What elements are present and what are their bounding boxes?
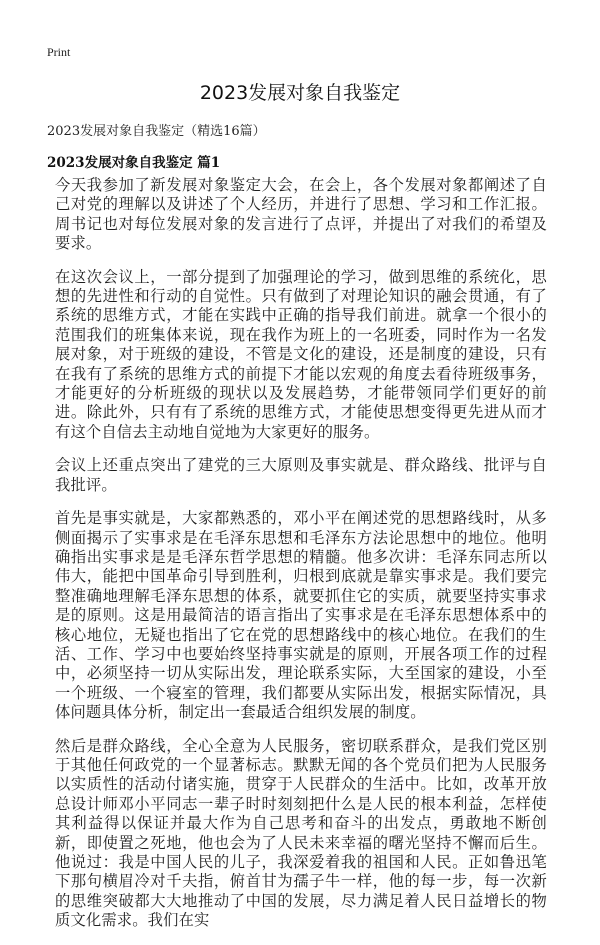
print-label: Print	[47, 45, 71, 59]
paragraph: 会议上还重点突出了建党的三大原则及事实就是、群众路线、批评与自我批评。	[55, 456, 547, 494]
section-heading: 2023发展对象自我鉴定 篇1	[47, 155, 221, 171]
paragraph: 在这次会议上，一部分提到了加强理论的学习，做到思维的系统化，思想的先进性和行动的自觉性。只有做到了对理论知识的融会贯通，有了系统的思维方式，才能在实践中正确的指导我们前进。就拿一个很小的范围我们的班集体来说，现在我作为班上的一名班委，同时作为一名发展对象，对于班级的建设，不管是文化的建设，还是制度的建设，只有在我有了系统的思维方式的前提下才能以宏观的角度去看待班级事务，才能更好的分析班级的现状以及发展趋势，才能带领同学们更好的前进。除此外，只有有了系统的思维方式，才能使思想变得更先进从而才有这个自信去主动地自觉地为大家更好的服务。	[55, 267, 547, 441]
paragraph: 然后是群众路线，全心全意为人民服务，密切联系群众，是我们党区别于其他任何政党的一个显著标志。默默无闻的各个党员们把为人民服务以实质性的活动付诸实施，贯穿于人民群众的生活中。比如，改革开放总设计师邓小平同志一辈子时时刻刻把什么是人民的根本利益，怎样使其利益得以保证并最大作为自己思考和奋斗的出发点，勇敢地不断创新，即使置之死地，他也会为了人民未来幸福的曙光坚持不懈而后生。他说过：我是中国人民的儿子，我深爱着我的祖国和人民。正如鲁迅笔下那句横眉冷对千夫指，俯首甘为孺子牛一样，他的每一步，每一次新的思维突破都大大地推动了中国的发展，尽力满足着人民日益增长的物质文化需求。我们在实	[55, 736, 547, 930]
paragraph: 今天我参加了新发展对象鉴定大会，在会上，各个发展对象都阐述了自己对党的理解以及讲述了个人经历，并进行了思想、学习和工作汇报。周书记也对每位发展对象的发言进行了点评，并提出了对我们的希望及要求。	[55, 176, 547, 253]
document-body	[55, 176, 547, 945]
document-subtitle: 2023发展对象自我鉴定（精选16篇）	[47, 124, 266, 139]
paragraph: 首先是事实就是，大家都熟悉的，邓小平在阐述党的思想路线时，从多侧面揭示了实事求是在毛泽东思想和毛泽东方法论思想中的地位。他明确指出实事求是是毛泽东哲学思想的精髓。他多次讲：毛泽东同志所以伟大，能把中国革命引导到胜利，归根到底就是靠实事求是。我们要完整准确地理解毛泽东思想的体系，就要抓住它的实质，就要坚持实事求是的原则。这是用最简洁的语言指出了实事求是在毛泽东思想体系中的核心地位，无疑也指出了它在党的思想路线中的核心地位。在我们的生活、工作、学习中也要始终坚持事实就是的原则，开展各项工作的过程中，必须坚持一切从实际出发，理论联系实际，大至国家的建设，小至一个班级、一个寝室的管理，我们都要从实际出发，根据实际情况，具体问题具体分析，制定出一套最适合组织发展的制度。	[55, 509, 547, 722]
document-title: 2023发展对象自我鉴定	[199, 82, 401, 104]
